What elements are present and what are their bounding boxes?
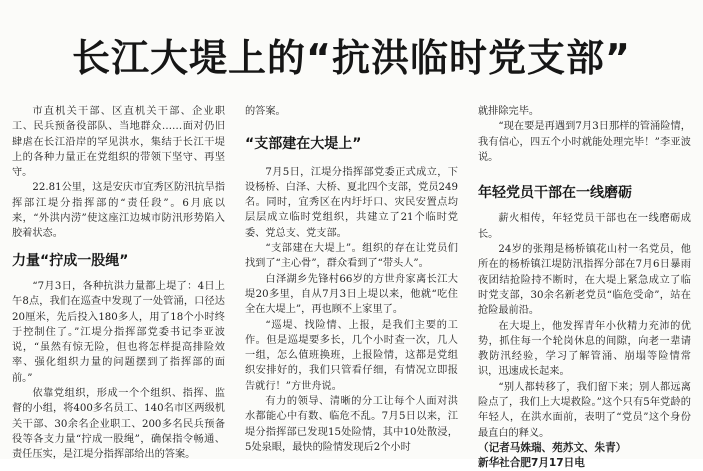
paragraph: “支部建在大堤上”。组织的存在让党员们找到了“主心骨”，群众看到了“带头人”。 xyxy=(245,243,458,270)
article-column-3 xyxy=(478,104,691,469)
paragraph: 市直机关干部、区直机关干部、企业职工、民兵预备役部队、当地群众……面对仍旧肆虐在长江沿岸的罕见洪水，集结于长江干堤上的各种力量正在党组织的带领下坚守、再坚守。 xyxy=(12,106,225,179)
paragraph: 薪火相传，年轻党员干部也在一线磨砺成长。 xyxy=(478,213,691,240)
section-subhead: 年轻党员干部在一线磨砺 xyxy=(478,185,632,202)
paragraph: “现在要是再遇到7月3日那样的管涌险情，我有信心，四五个小时就能处理完毕！”李亚波说。 xyxy=(478,121,691,163)
paragraph: 就排除完毕。 xyxy=(478,106,540,117)
paragraph: 在大堤上，他发挥青年小伙精力充沛的优势，抓住每一个轮岗休息的间隙，向老一辈请教防汛经验，学习了解管涌、崩塌等险情常识，迅速成长起来。 xyxy=(478,320,691,378)
paragraph: 7月5日，江堤分指挥部党委正式成立，下设杨桥、白泽、大桥、夏北四个支部，党员249名。同时，宜秀区在内圩圩口、灾民安置点均层层成立临时党组织，共建立了21个临时党委、党总支、党支部。 xyxy=(245,166,459,239)
section-subhead: “支部建在大堤上” xyxy=(245,136,362,153)
paragraph: “巡堤、找险情、上报，是我们主要的工作。但是巡堤要多长，几个小时查一次，几人一组，怎么值班换班，上报险情，这都是党组织安排好的，我们只管看仔细，有情况立即报告就行！”方世舟说。 xyxy=(245,319,458,392)
section-subhead: 力量“拧成一股绳” xyxy=(12,252,129,269)
article-byline: （记者马姝瑞、苑苏文、朱青） xyxy=(478,441,627,454)
paragraph: 22.81公里，这是安庆市宜秀区防汛抗旱指挥部江堤分指挥部的“责任段”。6月底以来，“外洪内涝”使这座江边城市防汛形势陷入胶着状态。 xyxy=(12,182,225,240)
paragraph: 24岁的张翔是杨桥镇花山村一名党员，他所在的杨桥镇江堤防汛指挥分部在7月6日暴雨夜团结抢险持不断时，在大堤上紧急成立了临时党支部，30余名新老党员“临危受命”，站在抢险最前沿。 xyxy=(478,244,691,317)
article-column-1 xyxy=(12,104,225,461)
article-dateline: 新华社合肥7月17日电 xyxy=(478,456,585,469)
paragraph: “7月3日，各种抗洪力量都上堤了：4日上午8点，我们在巡查中发现了一处管涌，口径达20厘米，先后投入180多人，用了18个小时终于控制住了。”江堤分指挥部党委书记李亚波说，“虽然有惊无险，但也将怎样提高排险效率、强化组织力量的问题摆到了指挥部的面前。” xyxy=(12,280,225,384)
article-headline: 长江大堤上的“抗洪临时党支部” xyxy=(72,36,631,80)
article-column-2 xyxy=(245,104,458,454)
paragraph: 依靠党组织，形成一个个组织、指挥、监督的小组，将400多名员工、140名市区两级机关干部、30余名企业职工、200多名民兵预备役等各支力量“拧成一股绳”，确保指令畅通、责任压实，是江堤分指挥部给出的答案。 xyxy=(12,388,225,461)
paragraph: “别人都转移了，我们留下来；别人都远离险点了，我们上大堤救险。”这个只有5年党龄的年轻人，在洪水面前，表明了“党员”这个身份最直白的释义。 xyxy=(478,381,691,439)
paragraph: 有力的领导、清晰的分工让每个人面对洪水都能心中有数、临危不乱。7月5日以来，江堤分指挥部已发现15处险情，其中10处散浸，5处泉眼，最快的险情发现后2个小时 xyxy=(245,396,458,453)
paragraph: 的答案。 xyxy=(245,106,286,117)
paragraph: 白泽湖乡先锋村66岁的方世舟家离长江大堤20多里，自从7月3日上堤以来，他就“吃住全在大堤上”，再也顾不上家里了。 xyxy=(245,273,458,316)
